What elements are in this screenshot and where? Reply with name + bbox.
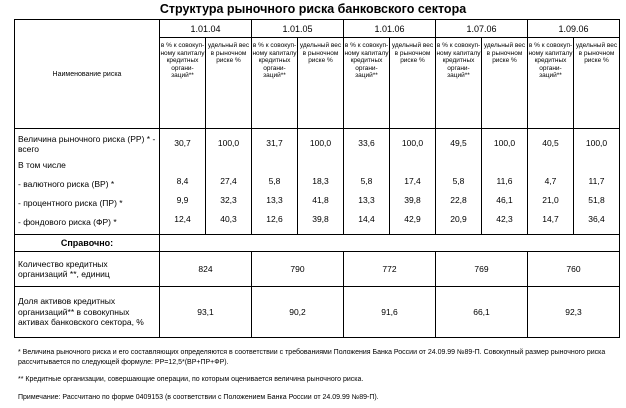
footnote-2: ** Кредитные организации, совершающие операции, по которым оценивается величина рыночного риска. [18,376,364,383]
row-label-share: Доля активов кредитных организаций** в совокупных активах банковского сектора, % [15,287,160,338]
row-label-vr: - валютного риска (ВР) * [18,179,115,189]
value-cell: 100,0 [401,138,424,148]
value-cell: 39,8 [404,195,421,205]
count-cell: 760 [528,252,620,287]
value-cell: 39,8 [312,214,329,224]
value-cell: 27,4 [220,176,237,186]
value-cell: 49,5 [450,138,467,148]
blank-cell [574,153,619,172]
row-label-in-that: В том числе [18,160,66,170]
value-column [160,129,206,235]
value-cell: 13,3 [358,195,375,205]
value-cell: 14,4 [358,214,375,224]
value-cell: 33,6 [358,138,375,148]
value-cell: 11,7 [588,176,605,186]
subheader-share-pct: удельный вес в рыночном риске % [206,38,252,129]
blank-cell [390,153,435,172]
subheader-share-pct: удельный вес в рыночном риске % [298,38,344,129]
subheader-share-pct: удельный вес в рыночном риске % [482,38,528,129]
value-cell: 40,3 [220,214,237,224]
blank-cell [344,153,389,172]
value-column [574,129,620,235]
header-date: 1.09.06 [528,20,620,38]
value-column [390,129,436,235]
value-cell: 30,7 [174,138,191,148]
value-cell: 32,3 [220,195,237,205]
value-column [436,129,482,235]
subheader-capital-pct: в % к совокуп-ному капиталу кредитных органи-заций** [436,38,482,129]
blank-cell [482,153,527,172]
value-cell: 36,4 [588,214,605,224]
value-column [528,129,574,235]
value-column [482,129,528,235]
footnote-1: * Величина рыночного риска и его составляющих определяются в соответствии с требованиями Положения Банка России от 24.09.99 №89-П. Совокупный размер рыночного риска рассчитывается по следующей формуле: РР=12,5*(ВР+ПР+ФР). [18,349,606,366]
value-cell: 40,5 [542,138,559,148]
value-cell: 11,6 [496,176,513,186]
blank-cell [298,153,343,172]
value-cell: 42,9 [404,214,421,224]
value-cell: 51,8 [588,195,605,205]
value-column [298,129,344,235]
value-cell: 20,9 [450,214,467,224]
table-title: Структура рыночного риска банковского сектора [159,2,467,16]
section-reference-label: Справочно: [15,235,160,252]
value-cell: 5,8 [268,176,281,186]
value-cell: 17,4 [404,176,421,186]
value-cell: 100,0 [585,138,608,148]
value-cell: 14,7 [542,214,559,224]
value-cell: 22,8 [450,195,467,205]
value-cell: 100,0 [309,138,332,148]
blank-cell [206,153,251,172]
share-cell: 91,6 [344,287,436,338]
value-cell: 13,3 [266,195,283,205]
value-column [252,129,298,235]
value-cell: 100,0 [217,138,240,148]
value-cell: 5,8 [360,176,373,186]
share-cell: 66,1 [436,287,528,338]
subheader-capital-pct: в % к совокуп-ному капиталу кредитных органи-заций** [344,38,390,129]
subheader-capital-pct: в % к совокуп-ному капиталу кредитных органи-заций** [528,38,574,129]
value-column [206,129,252,235]
value-cell: 100,0 [493,138,516,148]
value-cell: 4,7 [544,176,557,186]
count-cell: 824 [160,252,252,287]
blank-cell [160,153,205,172]
count-cell: 772 [344,252,436,287]
value-cell: 31,7 [266,138,283,148]
value-cell: 41,8 [312,195,329,205]
header-date: 1.07.06 [436,20,528,38]
row-label-pr: - процентного риска (ПР) * [18,198,123,208]
share-cell: 92,3 [528,287,620,338]
value-cell: 18,3 [312,176,329,186]
share-cell: 93,1 [160,287,252,338]
count-cell: 790 [252,252,344,287]
subheader-share-pct: удельный вес в рыночном риске % [390,38,436,129]
value-cell: 12,6 [266,214,283,224]
row-label-count: Количество кредитных организаций **, единиц [15,252,160,287]
count-cell: 769 [436,252,528,287]
header-date: 1.01.04 [160,20,252,38]
risk-labels [15,129,160,235]
value-cell: 5,8 [452,176,465,186]
subheader-share-pct: удельный вес в рыночном риске % [574,38,620,129]
value-cell: 21,0 [542,195,559,205]
blank-cell [528,153,573,172]
value-column [344,129,390,235]
value-cell: 9,9 [176,195,189,205]
header-date: 1.01.06 [344,20,436,38]
header-risk-name: Наименование риска [15,20,160,129]
blank-cell [436,153,481,172]
value-cell: 46,1 [496,195,513,205]
value-cell: 12,4 [174,214,191,224]
value-cell: 8,4 [176,176,189,186]
header-date: 1.01.05 [252,20,344,38]
share-cell: 90,2 [252,287,344,338]
section-reference-blank [160,235,620,252]
market-risk-table [14,19,620,338]
value-cell: 42,3 [496,214,513,224]
subheader-capital-pct: в % к совокуп-ному капиталу кредитных органи-заций** [160,38,206,129]
row-label-fr: - фондового риска (ФР) * [18,217,117,227]
subheader-capital-pct: в % к совокуп-ному капиталу кредитных органи-заций** [252,38,298,129]
row-label-total: Величина рыночного риска (РР) * - всего [18,134,156,154]
blank-cell [252,153,297,172]
footnote-note: Примечание: Рассчитано по форме 0409153 (в соответствии с Положением Банка России от 24.09.99 №89-П). [18,394,379,401]
